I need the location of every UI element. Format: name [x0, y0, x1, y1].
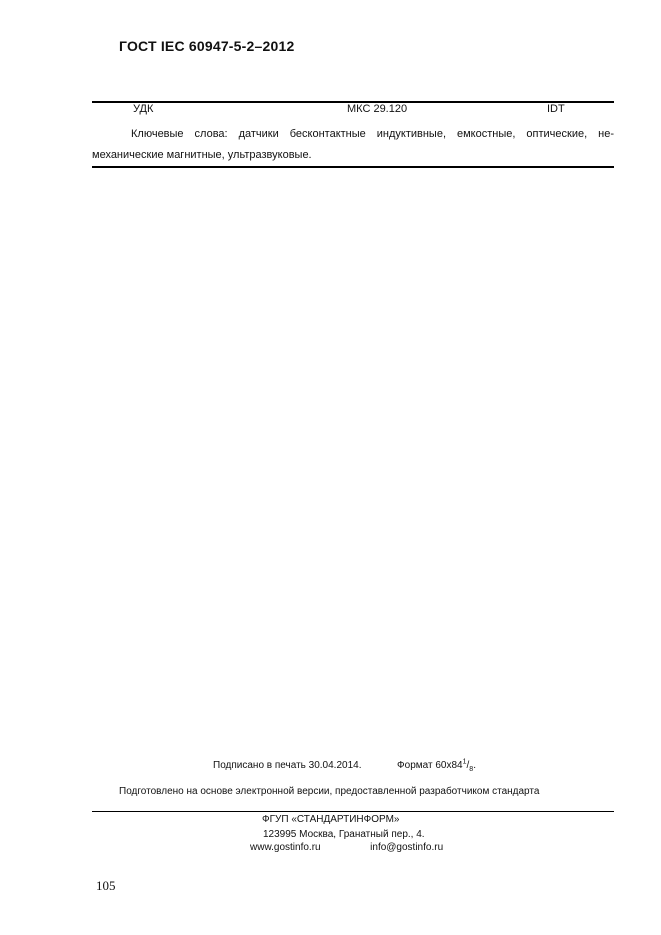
- udk-label: УДК: [133, 103, 154, 115]
- signed-text: Подписано в печать 30.04.2014.: [213, 760, 362, 771]
- contact-line: [250, 842, 443, 853]
- format-prefix: Формат 60х84: [397, 760, 463, 771]
- keywords-paragraph: Ключевые слова: датчики бесконтактные индуктивные, емкостные, оптические, не-механические магнитные, ультразвуковые.: [92, 128, 614, 161]
- email-link: info@gostinfo.ru: [370, 842, 444, 853]
- document-header-title: ГОСТ IEC 60947-5-2–2012: [119, 38, 295, 54]
- publisher-name: ФГУП «СТАНДАРТИНФОРМ»: [262, 814, 400, 825]
- format-denominator: 8: [469, 766, 474, 773]
- prepared-note: Подготовлено на основе электронной версии, предоставленной разработчиком стандарта: [119, 786, 540, 797]
- signed-date: [213, 760, 476, 771]
- page-number: 105: [96, 878, 116, 893]
- format-end: .: [473, 760, 476, 771]
- publisher-address: 123995 Москва, Гранатный пер., 4.: [263, 829, 425, 840]
- footer-rule: [92, 811, 614, 812]
- mks-code: МКС 29.120: [347, 103, 408, 115]
- classification-row: [92, 103, 614, 119]
- format-slash: /: [466, 760, 470, 771]
- format-numerator: 1: [462, 758, 467, 766]
- website-link: www.gostinfo.ru: [250, 842, 321, 853]
- idt-label: IDT: [547, 103, 565, 115]
- keywords-bottom-rule: [92, 166, 614, 168]
